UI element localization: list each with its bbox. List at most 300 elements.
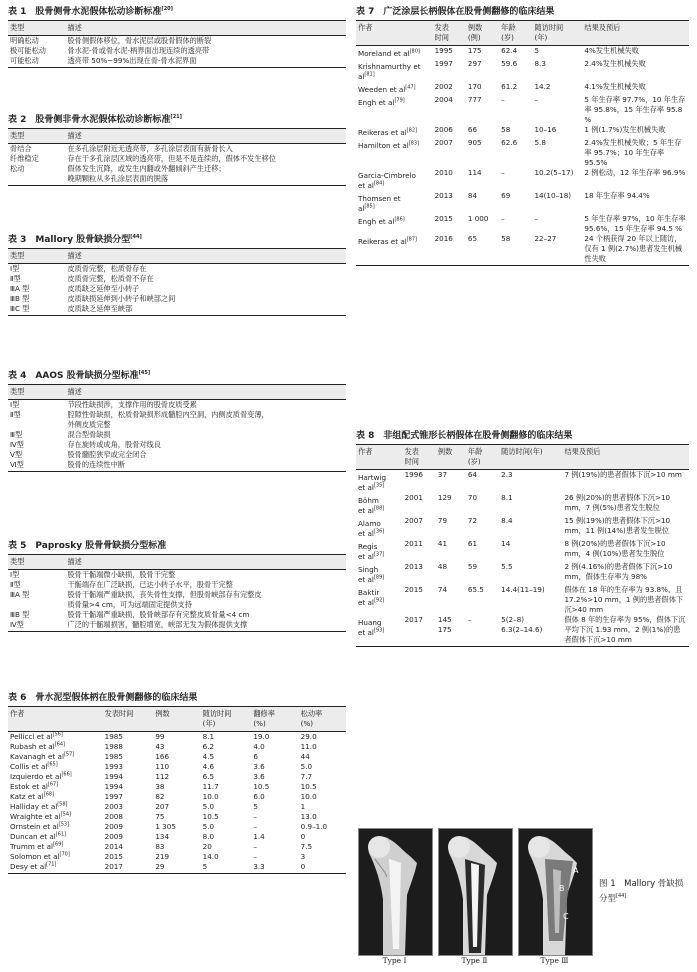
author-name-cont: al — [358, 204, 365, 213]
table-row — [8, 742, 346, 752]
column-header: 例数 — [153, 707, 200, 732]
type-cell: Ⅲ型 — [10, 430, 23, 439]
table-8-grid — [356, 444, 689, 647]
column-header: 描述 — [65, 249, 346, 264]
table-row — [8, 46, 346, 56]
column-header: 类型 — [8, 555, 65, 570]
table-row — [8, 580, 346, 590]
table-7 — [356, 6, 689, 266]
type-cell: 极可能松动 — [10, 46, 46, 55]
result-cell: 4%发生机械失败 — [584, 46, 639, 55]
table-row — [8, 772, 346, 782]
result-cell: 2 例松动，12 年生存率 96.9% — [584, 168, 686, 177]
author-name-cont: et al — [358, 483, 374, 492]
table-row — [8, 762, 346, 772]
value-cell: 11.0 — [300, 742, 317, 751]
value-cell: 8.1 — [202, 732, 215, 741]
value-cell: 8.1 — [501, 493, 513, 502]
result-cell: 5 年生存率 97.7%，10 年生存率 95.8%，15 年生存率 95.8 % — [584, 95, 686, 124]
value-cell: 2010 — [434, 168, 453, 177]
table-row — [8, 420, 346, 430]
value-cell: 175 — [467, 46, 482, 55]
value-cell: 19.0 — [253, 732, 270, 741]
table-row — [8, 852, 346, 862]
reference-number: [83] — [408, 140, 420, 147]
author-cell — [356, 125, 433, 138]
table-row — [8, 862, 346, 874]
author-name: Reikeras et al — [358, 128, 407, 137]
author-cell — [8, 832, 103, 842]
table-1-title: 表 1 股骨侧骨水泥假体松动诊断标准[20] — [8, 6, 173, 17]
value-cell: 1 305 — [155, 822, 176, 831]
table-row — [8, 610, 346, 620]
author-cell — [356, 138, 433, 168]
value-cell: 69 — [501, 191, 511, 200]
author-name: Huang — [358, 618, 382, 627]
result-cell: 2.4%发生机械失败 — [584, 59, 646, 68]
table-row — [356, 168, 689, 191]
description-cell: 假体发生沉降，或发生内翻或外翻倾斜产生迁移； — [67, 164, 226, 173]
value-cell: 59 — [467, 562, 478, 571]
column-header: 作者 — [356, 21, 433, 46]
author-cell — [356, 168, 433, 191]
author-name: Desy et al — [10, 862, 47, 871]
type-cell: 纤维稳定 — [10, 154, 39, 163]
table-row — [356, 191, 689, 214]
reference-number: [58] — [57, 801, 68, 808]
table-row — [356, 493, 689, 516]
value-cell: 2017 — [103, 862, 154, 874]
column-header: 随访时间 (年) — [532, 21, 582, 46]
author-name: Trumm et al — [10, 842, 54, 851]
reference-number: [64] — [54, 741, 65, 748]
value-cell: 129 — [437, 493, 452, 502]
value-cell: 65 — [466, 234, 499, 266]
author-cell — [8, 772, 103, 782]
table-row — [356, 234, 689, 266]
value-cell: 13.0 — [300, 812, 317, 821]
value-cell: 2015 — [434, 214, 453, 223]
table-row — [356, 562, 689, 585]
reference-number: [67] — [47, 781, 59, 788]
description-cell: 广泛的干骺端损害，髓腔增宽，峡部无发为假体提供支撑 — [65, 620, 346, 632]
xray-label-type-1: Type Ⅰ — [382, 956, 407, 965]
author-name: Collis et al — [10, 762, 48, 771]
table-8-title: 表 8 非组配式锥形长柄假体在股骨侧翻修的临床结果 — [356, 431, 573, 441]
author-cell — [356, 493, 403, 516]
value-cell: 2002 — [434, 82, 453, 91]
value-cell: 219 — [155, 852, 170, 861]
type-cell: 明确松动 — [10, 36, 39, 45]
table-4-grid — [8, 384, 346, 472]
table-1-grid — [8, 20, 346, 68]
reference-number: [71] — [46, 861, 57, 868]
value-cell: 5 — [201, 862, 252, 874]
table-row — [356, 470, 689, 494]
value-cell: 37 — [437, 470, 448, 479]
table-row — [8, 450, 346, 460]
value-cell: 5.8 — [534, 138, 546, 147]
value-cell: 1997 — [104, 792, 123, 801]
value-cell: 2001 — [404, 493, 423, 502]
result-cell: 7 例(19%)的患者假体下沉>10 mm — [564, 470, 682, 479]
xray-type-3 — [518, 828, 593, 956]
author-cell — [356, 95, 433, 125]
value-cell: 2011 — [404, 539, 423, 548]
value-cell: 3.6 — [253, 772, 265, 781]
description-cell: 存在于多孔涂层区域的透亮带，但是不是连续的，假体不发生移位 — [67, 154, 276, 163]
value-cell: 14.0 — [202, 852, 219, 861]
table-row — [356, 138, 689, 168]
column-header: 发表 时间 — [433, 21, 466, 46]
table-4 — [8, 370, 346, 472]
value-cell: 20 — [202, 842, 212, 851]
type-cell — [8, 600, 65, 610]
xray-type-2 — [438, 828, 513, 956]
table-header-row — [356, 445, 689, 470]
value-cell: 2.3 — [501, 470, 513, 479]
description-cell: 节段性缺损涉，支撑作用的股骨皮质受累 — [67, 400, 197, 409]
value-cell: 114 — [467, 168, 482, 177]
value-cell: 4.0 — [253, 742, 265, 751]
value-cell: 1988 — [104, 742, 123, 751]
author-name: Katz et al — [10, 792, 44, 801]
type-cell: Ⅵ型 — [8, 460, 65, 472]
value-cell: 2009 — [104, 822, 123, 831]
table-row — [8, 802, 346, 812]
table-row — [8, 792, 346, 802]
table-3-title: 表 3 Mallory 股骨缺损分型[44] — [8, 234, 142, 245]
value-cell: 8.4 — [501, 516, 513, 525]
table-row — [8, 56, 346, 68]
value-cell: – — [253, 822, 257, 831]
table-row — [8, 570, 346, 581]
reference-number: [35] — [373, 482, 385, 489]
value-cell: 145 175 — [436, 615, 466, 647]
column-header: 年龄 (岁) — [466, 445, 499, 470]
type-cell: Ⅳ型 — [8, 620, 65, 632]
table-5-grid — [8, 554, 346, 632]
author-name: Rubash et al — [10, 742, 55, 751]
value-cell: – — [534, 95, 539, 104]
column-header: 随访时间(年) — [499, 445, 562, 470]
table-5-title: 表 5 Paprosky 股骨骨缺损分型标准 — [8, 541, 167, 551]
column-header: 发表时间 — [103, 707, 154, 732]
author-cell — [356, 46, 433, 60]
table-row — [8, 304, 346, 316]
author-cell — [356, 539, 403, 562]
author-name: Wraighte et al — [10, 812, 61, 821]
author-name-cont: et al — [358, 628, 374, 637]
column-header: 发表 时间 — [403, 445, 436, 470]
table-row — [8, 294, 346, 304]
table-header-row — [356, 21, 689, 46]
value-cell: 3.6 — [253, 762, 265, 771]
author-name: Kavanagh et al — [10, 752, 64, 761]
table-row — [356, 516, 689, 539]
value-cell: 6 — [253, 752, 258, 761]
value-cell: 43 — [155, 742, 165, 751]
table-3 — [8, 234, 346, 316]
table-header-row — [8, 129, 346, 144]
table-row — [8, 832, 346, 842]
reference-number: [87] — [406, 236, 417, 243]
column-header: 例数 (例) — [466, 21, 499, 46]
value-cell: 166 — [155, 752, 170, 761]
table-row — [8, 410, 346, 420]
table-2 — [8, 114, 346, 186]
value-cell: 99 — [155, 732, 165, 741]
table-6-grid — [8, 706, 346, 874]
author-name: Weeden et al — [358, 85, 406, 94]
femur-type-2-icon — [439, 829, 512, 955]
value-cell: 58 — [501, 125, 511, 134]
reference-number: [92] — [373, 597, 385, 604]
reference-number: [53] — [58, 821, 70, 828]
description-cell: 干骺端存在广泛缺损，已达小转子水平，股骨干完整 — [67, 580, 233, 589]
author-name-cont: et al — [358, 575, 374, 584]
author-cell — [8, 802, 103, 812]
table-row — [8, 154, 346, 164]
value-cell: – — [253, 812, 257, 821]
table-row — [8, 842, 346, 852]
value-cell: 74 — [437, 585, 448, 594]
value-cell: 0.9–1.0 — [300, 822, 328, 831]
reference-number: [66] — [61, 771, 72, 778]
value-cell: – — [253, 852, 257, 861]
author-name: Engh et al — [358, 217, 395, 226]
author-name: Izquierdo et al — [10, 772, 62, 781]
reference-number: [57] — [63, 751, 75, 758]
value-cell: 14.4(11–19) — [501, 585, 545, 594]
type-cell: Ⅱ型 — [10, 580, 21, 589]
column-header: 描述 — [65, 385, 346, 400]
table-row — [8, 440, 346, 450]
author-name-cont: al — [358, 72, 365, 81]
value-cell: 777 — [467, 95, 482, 104]
reference-number: [36] — [373, 528, 385, 535]
table-row — [356, 615, 689, 647]
column-header: 结果及预后 — [582, 21, 689, 46]
column-header: 翻修率 (%) — [251, 707, 298, 732]
reference-number: [84] — [373, 180, 385, 187]
value-cell: 82 — [155, 792, 165, 801]
value-cell: 7.5 — [300, 842, 313, 851]
description-cell: 混合型骨缺损 — [67, 430, 111, 439]
value-cell: 64 — [467, 470, 478, 479]
value-cell: 5 — [253, 802, 258, 811]
value-cell: 8.0 — [202, 832, 215, 841]
reference-number: [89] — [373, 574, 385, 581]
author-name-cont: et al — [358, 506, 374, 515]
result-cell: 2.4%发生机械失败；5 年生存率 95.7%；10 年生存率 95.5% — [584, 138, 682, 167]
column-header: 类型 — [8, 249, 65, 264]
column-header: 例数 — [436, 445, 466, 470]
value-cell: 29.0 — [300, 732, 317, 741]
description-cell: 股骨干骺端严重缺损，股骨峡部存有完整皮质骨量<4 cm — [67, 610, 250, 619]
table-3-grid — [8, 248, 346, 316]
value-cell: 79 — [437, 516, 448, 525]
value-cell: 1995 — [434, 46, 453, 55]
table-row — [8, 144, 346, 155]
column-header: 结果及预后 — [562, 445, 689, 470]
type-cell: ⅢA 型 — [10, 284, 30, 293]
column-header: 作者 — [8, 707, 103, 732]
value-cell: 10.0 — [202, 792, 219, 801]
column-header: 类型 — [8, 385, 65, 400]
value-cell: 2009 — [104, 832, 123, 841]
value-cell: 2003 — [104, 802, 123, 811]
description-cell: 股骨干骺端严重缺损，丧失骨性支撑，但股骨峡部存有完整皮 — [67, 590, 262, 599]
value-cell: 2014 — [104, 842, 123, 851]
author-cell — [8, 782, 103, 792]
value-cell: 70 — [467, 493, 478, 502]
table-row — [356, 214, 689, 234]
value-cell: 10.5 — [300, 782, 317, 791]
value-cell: – — [534, 214, 539, 223]
zone-b-label: B — [559, 884, 565, 893]
value-cell: 2008 — [104, 812, 123, 821]
author-name: Moreland et al — [358, 49, 410, 58]
reference-number: [47] — [405, 84, 416, 91]
value-cell: 1994 — [104, 782, 123, 791]
reference-number: [69] — [53, 841, 64, 848]
figure-1 — [356, 822, 689, 968]
xray-label-type-3: Type Ⅲ — [540, 956, 569, 965]
table-header-row — [8, 707, 346, 732]
value-cell: 1994 — [104, 772, 123, 781]
author-name: Duncan et al — [10, 832, 56, 841]
table-row — [356, 125, 689, 138]
table-row — [356, 46, 689, 60]
result-cell: 8 例(20%)的患者假体下沉>10 mm，4 例(10%)患者发生脱位 — [564, 539, 666, 558]
column-header: 随访时间 (年) — [201, 707, 252, 732]
value-cell: 29 — [153, 862, 200, 874]
xray-type-1 — [358, 828, 433, 956]
result-cell: 假体 8 年的生存率为 95%，假体下沉平均下沉 1.93 mm，2 例(1%)的患者假体下沉>10 mm — [562, 615, 689, 647]
table-row — [8, 430, 346, 440]
table-row — [8, 590, 346, 600]
value-cell: 1997 — [434, 59, 453, 68]
value-cell: – — [253, 842, 257, 851]
table-2-grid — [8, 128, 346, 186]
value-cell: 14 — [501, 539, 511, 548]
table-4-title: 表 4 AAOS 股骨缺损分型标准[45] — [8, 370, 151, 381]
description-cell: 股骨干骺端微小缺损，股骨干完整 — [67, 570, 176, 579]
result-cell: 2 例(4.16%)的患者假体下沉>10 mm，假体生存率为 98% — [564, 562, 673, 581]
table-row — [8, 812, 346, 822]
author-name: Estok et al — [10, 782, 48, 791]
value-cell: 62.6 — [501, 138, 518, 147]
table-header-row — [8, 555, 346, 570]
author-cell — [8, 862, 103, 874]
column-header: 描述 — [65, 21, 346, 36]
value-cell: 5.5 — [501, 562, 513, 571]
author-name-cont: et al — [358, 552, 374, 561]
reference-number: [88] — [373, 505, 385, 512]
value-cell: 1.4 — [253, 832, 265, 841]
table-6-title: 表 6 骨水泥型假体柄在股骨侧翻修的临床结果 — [8, 693, 198, 703]
value-cell: 1996 — [404, 470, 423, 479]
table-row — [8, 174, 346, 186]
author-cell — [8, 852, 103, 862]
description-cell: 透亮带 50%~99%出现在骨-骨水泥界面 — [65, 56, 346, 68]
author-cell — [8, 742, 103, 752]
column-header: 类型 — [8, 129, 65, 144]
description-cell: 皮质骨完整，松质骨不存在 — [67, 274, 154, 283]
author-cell — [8, 792, 103, 802]
value-cell: 2006 — [434, 125, 453, 134]
type-cell: Ⅴ型 — [10, 450, 23, 459]
value-cell: 1985 — [104, 752, 123, 761]
table-row — [8, 782, 346, 792]
reference-number: [37] — [373, 551, 385, 558]
table-row — [356, 82, 689, 95]
table-row — [356, 539, 689, 562]
author-name-cont: et al — [358, 598, 374, 607]
description-cell: 股骨的连续性中断 — [65, 460, 346, 472]
value-cell: 66 — [467, 125, 478, 134]
value-cell: 10.5 — [202, 812, 219, 821]
value-cell: 5.0 — [300, 762, 313, 771]
author-cell — [356, 191, 433, 214]
table-row — [8, 264, 346, 275]
value-cell: 2007 — [404, 516, 423, 525]
value-cell: 48 — [437, 562, 448, 571]
value-cell: 6.0 — [253, 792, 265, 801]
value-cell: 62.4 — [501, 46, 518, 55]
result-cell: 假体在 18 年的生存率为 93.8%，且 17.2%>10 mm，1 例的患者假体下沉>40 mm — [564, 585, 684, 614]
author-cell — [8, 812, 103, 822]
reference-number: [93] — [373, 627, 385, 634]
reference-number: [54] — [60, 811, 71, 818]
author-cell — [356, 562, 403, 585]
value-cell: 11.7 — [202, 782, 219, 791]
author-name: Reikeras et al — [358, 237, 407, 246]
author-cell — [356, 59, 433, 82]
zone-c-label: C — [563, 912, 569, 921]
value-cell: 1985 — [104, 732, 123, 741]
femur-type-1-icon — [359, 829, 432, 955]
reference-number: [85] — [364, 203, 375, 210]
description-cell: 皮质骨完整，松质骨存在 — [67, 264, 147, 273]
reference-number: [56] — [52, 731, 63, 738]
description-cell: 骨水泥-骨或骨水泥-柄界面出现连续的透亮带 — [67, 46, 210, 55]
type-cell: 可能松动 — [8, 56, 65, 68]
value-cell: 2013 — [434, 191, 453, 200]
result-cell: 4.1%发生机械失败 — [584, 82, 646, 91]
type-cell: ⅢC 型 — [8, 304, 65, 316]
value-cell: 297 — [467, 59, 482, 68]
type-cell: Ⅰ型 — [10, 264, 20, 273]
value-cell: 59.6 — [501, 59, 518, 68]
value-cell: 5.0 — [202, 802, 215, 811]
author-cell — [356, 214, 433, 234]
table-5 — [8, 540, 346, 632]
value-cell: 1993 — [104, 762, 123, 771]
zone-a-label: A — [573, 866, 579, 875]
table-row — [356, 585, 689, 615]
value-cell: 58 — [499, 234, 532, 266]
author-cell — [356, 516, 403, 539]
author-name: Thomsen et — [358, 194, 401, 203]
author-cell — [8, 762, 103, 772]
reference-number: [70] — [59, 851, 70, 858]
value-cell: 7.7 — [300, 772, 313, 781]
author-name: Halliday et al — [10, 802, 58, 811]
type-cell — [8, 420, 65, 430]
value-cell: 14.2 — [534, 82, 551, 91]
